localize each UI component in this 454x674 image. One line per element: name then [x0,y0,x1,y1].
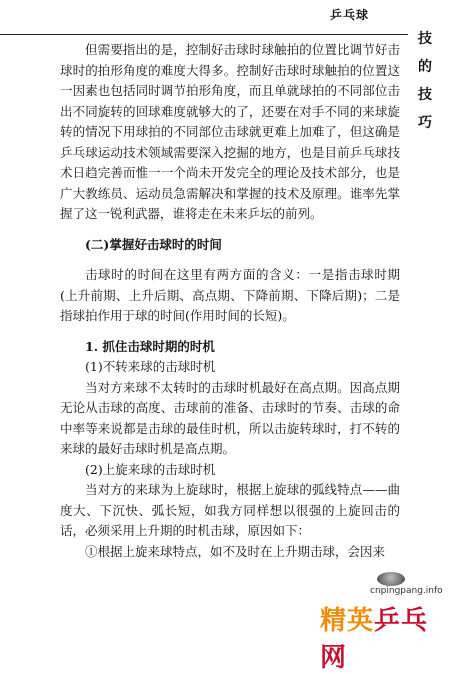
brand-part-b: 乒乓网 [320,606,429,673]
side-char-3: 技 [418,87,432,103]
side-tab [410,28,440,132]
page-number-badge [377,572,405,586]
footer-url: cnpingpang.info [370,586,443,596]
brand-part-a: 精英 [320,606,375,636]
paragraph-4: 当对方的来球为上旋球时，根据上旋球的弧线特点——曲度大、下沉快、弧长短，如我方同样想以很强的上旋回击的话，必须采用上升期的时机击球，原因如下： [60,482,400,538]
side-char-2: 的 [418,59,432,75]
section-heading: (二)掌握好击球时的时间 [85,236,222,252]
header-rule [0,34,408,35]
side-char-1: 技 [418,31,432,47]
running-header-title: 乒乓球 [330,8,370,22]
page-body [60,40,400,562]
side-char-4: 巧 [418,115,432,131]
paragraph-5: ①根据上旋来球特点，如不及时在上升期击球，会因来 [85,543,386,559]
subitem-heading-1: (1)不转来球的击球时机 [85,359,216,374]
paragraph-1: 但需要指出的是，控制好击球时球触拍的位置比调节好击球时的拍形角度的难度大得多。控制好击球时球触拍的位置这一因素也包括同时调节拍形角度，而且单就球拍的不同部位击出不同旋转的回球难度就够大的了，还要在对手不同的来球旋转的情况下用球拍的不同部位击球就更难上加难了，但这确是乒乓球运动技术领域需要深入挖掘的地方，也是目前乒乓球技术日趋完善而惟一一个尚未开发完全的理论及技术部分，也是广大教练员、运动员急需解决和掌握的技术及原理。谁率先掌握了这一锐利武器，谁将走在未来乒坛的前列。 [60,42,400,221]
subsection-heading: 1. 抓住击球时期的时机 [85,338,215,354]
paragraph-2: 击球时的时间在这里有两方面的含义：一是指击球时期(上升前期、上升后期、高点期、下降前期、下降后期)；二是指球拍作用于球的时间(作用时间的长短)。 [60,267,400,323]
subitem-heading-2: (2)上旋来球的击球时机 [85,461,216,477]
paragraph-3: 当对方来球不太转时的击球时机最好在高点期。因高点期无论从击球的高度、击球前的准备、击球时的节奏、击球的命中率等来说都是击球的最佳时机，所以击旋转球时，打不转的来球的最好击球时机是高点期。 [60,379,400,456]
footer-brand-logo [320,600,454,674]
